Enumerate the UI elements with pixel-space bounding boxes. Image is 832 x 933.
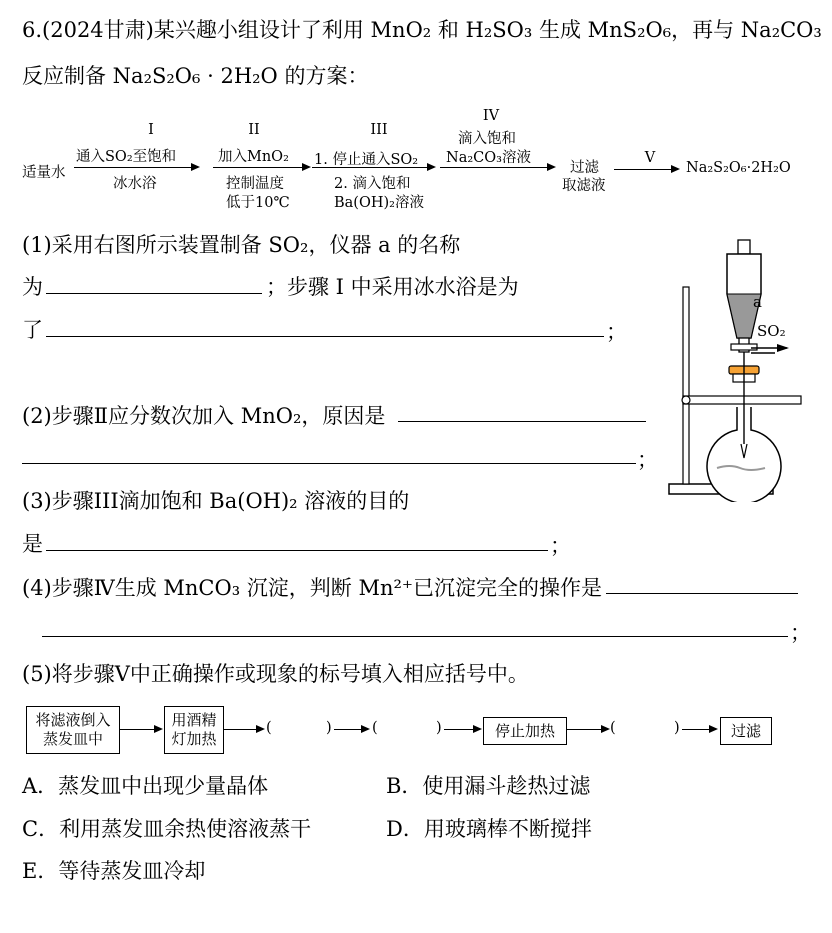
option-b: B．使用漏斗趁热过滤 — [386, 774, 591, 798]
p1-blank-ice-bath-reason[interactable] — [46, 336, 604, 337]
flow-arrow-5 — [614, 169, 678, 170]
p4-line-1: (4)步骤Ⅳ生成 MnCO₃ 沉淀，判断 Mn²⁺已沉淀完全的操作是 — [22, 576, 603, 600]
p5-line-1: (5)将步骤Ⅴ中正确操作或现象的标号填入相应括号中。 — [22, 662, 529, 686]
flow-arrow-4 — [440, 167, 554, 168]
op-box-alcohol-lamp-line-1: 用酒精 — [171, 711, 217, 729]
flow-step-2-bottom-1: 控制温度 — [226, 176, 284, 192]
op-box-filter: 过滤 — [720, 717, 772, 745]
op-paren-3-close[interactable]: ) — [674, 720, 680, 736]
flow-start: 适量水 — [22, 165, 66, 181]
op-arrow-6 — [682, 729, 716, 730]
p2-end: ； — [637, 448, 658, 472]
flow-step-1-bottom: 冰水浴 — [113, 176, 157, 192]
label-so2: SO₂ — [757, 322, 786, 340]
p3-end: ； — [550, 534, 571, 558]
op-box-alcohol-lamp-line-2: 灯加热 — [171, 730, 217, 748]
p2-line-1: (2)步骤Ⅱ应分数次加入 MnO₂，原因是 — [22, 404, 386, 428]
op-box-pour-filtrate-line-2: 蒸发皿中 — [42, 730, 103, 748]
p4-blank-1[interactable] — [606, 593, 798, 594]
op-box-stop-heating: 停止加热 — [483, 717, 567, 745]
p1-line-2-post: ；步骤 I 中采用冰水浴是为 — [266, 275, 519, 299]
flow-arrow-1 — [74, 167, 198, 168]
op-paren-2-close[interactable]: ) — [436, 720, 442, 736]
flow-arrow-2 — [213, 167, 309, 168]
flow-step-2-bottom-2: 低于10℃ — [226, 195, 290, 211]
label-a: a — [753, 293, 762, 311]
op-arrow-3 — [334, 729, 368, 730]
op-box-pour-filtrate-line-1: 将滤液倒入 — [35, 711, 111, 729]
question-line-1: 6.(2024甘肃)某兴趣小组设计了利用 MnO₂ 和 H₂SO₃ 生成 MnS₂O₆，再与 Na₂CO₃ — [22, 18, 822, 42]
flow-step-5-number: V — [644, 150, 656, 166]
flow-step-1-top: 通入SO₂至饱和 — [76, 149, 177, 165]
op-paren-2-open: ( — [372, 720, 378, 736]
flow-step-4-top-2: Na₂CO₃溶液 — [446, 150, 531, 166]
so2-generation-apparatus — [655, 232, 805, 502]
flow-step-2-top: 加入MnO₂ — [218, 149, 289, 165]
p2-blank-1[interactable] — [398, 421, 646, 422]
p4-blank-2[interactable] — [42, 636, 788, 637]
p3-line-1: (3)步骤III滴加饱和 Ba(OH)₂ 溶液的目的 — [22, 489, 410, 513]
p1-line-2-pre: 为 — [22, 275, 43, 299]
p4-end: ； — [790, 621, 811, 645]
option-a: A．蒸发皿中出现少量晶体 — [22, 774, 269, 798]
flow-step-3-bottom-2: Ba(OH)₂溶液 — [334, 195, 424, 211]
op-arrow-5 — [566, 729, 608, 730]
p1-blank-instrument[interactable] — [46, 293, 262, 294]
flow-step-1-number: I — [148, 122, 154, 138]
p3-blank[interactable] — [46, 550, 548, 551]
flow-step-3-bottom-1: 2. 滴入饱和 — [334, 176, 411, 192]
flow-step-4-top-1: 滴入饱和 — [458, 131, 516, 147]
op-arrow-1 — [119, 729, 161, 730]
op-paren-1-open: ( — [266, 720, 272, 736]
option-e: E．等待蒸发皿冷却 — [22, 859, 206, 883]
stand-clamp — [683, 396, 801, 404]
op-box-pour-filtrate — [26, 706, 120, 754]
p3-line-2-pre: 是 — [22, 532, 43, 556]
question-line-2: 反应制备 Na₂S₂O₆ · 2H₂O 的方案： — [22, 64, 369, 88]
iron-stand-rod — [683, 287, 689, 484]
p1-line-1: (1)采用右图所示装置制备 SO₂，仪器 a 的名称 — [22, 233, 461, 257]
op-box-alcohol-lamp — [164, 706, 224, 754]
option-d: D．用玻璃棒不断搅拌 — [386, 817, 592, 841]
option-c: C．利用蒸发皿余热使溶液蒸干 — [22, 817, 312, 841]
flow-step-3-number: III — [370, 122, 388, 138]
op-paren-3-open: ( — [610, 720, 616, 736]
op-arrow-4 — [444, 729, 480, 730]
flow-step-4-number: IV — [482, 108, 500, 124]
flow-end-product: Na₂S₂O₆·2H₂O — [686, 160, 791, 176]
flow-step-2-number: II — [248, 122, 260, 138]
flow-step-3-top: 1. 停止通入SO₂ — [314, 152, 419, 168]
op-paren-1-close[interactable]: ) — [326, 720, 332, 736]
op-arrow-2 — [223, 729, 263, 730]
p1-line-3-end: ； — [606, 320, 627, 344]
flow-take-filtrate: 取滤液 — [562, 178, 606, 194]
flow-arrow-3 — [312, 167, 434, 168]
p2-blank-2[interactable] — [22, 463, 636, 464]
p1-line-3-pre: 了 — [22, 318, 43, 342]
flow-filter: 过滤 — [570, 160, 599, 176]
